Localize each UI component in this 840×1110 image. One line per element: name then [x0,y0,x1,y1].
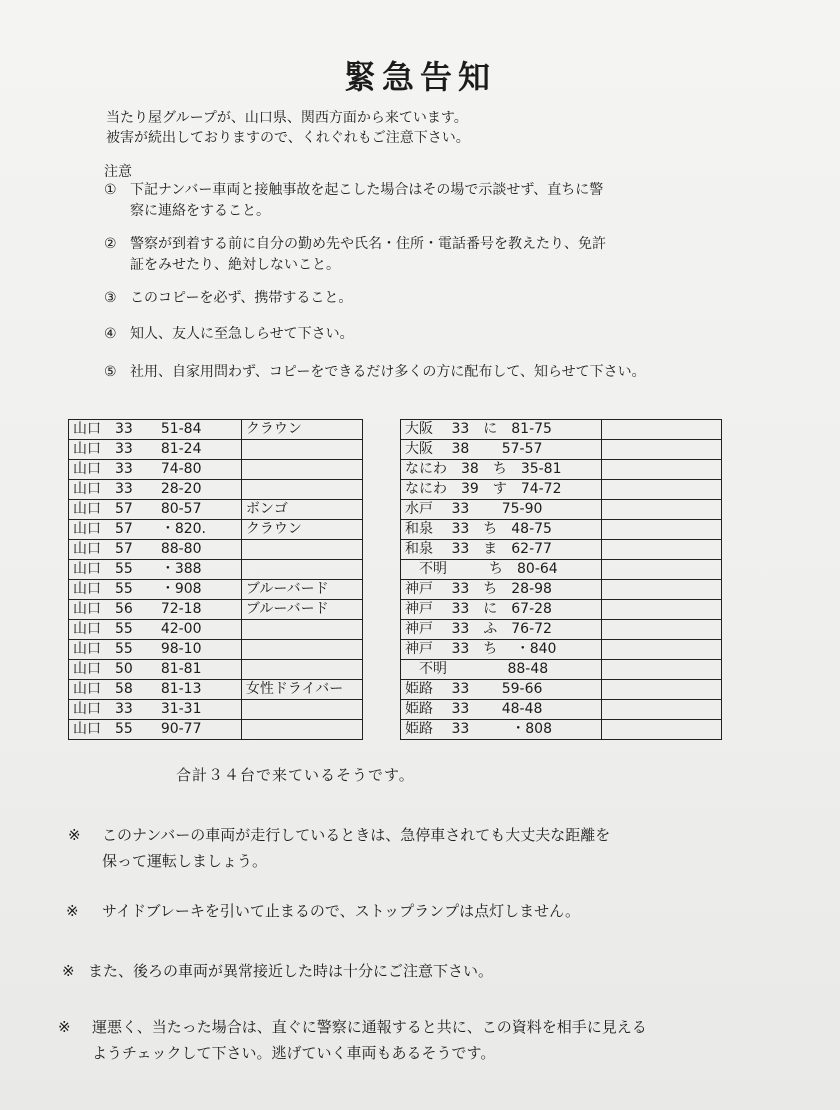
plate-row [401,580,722,600]
plate-row [401,720,722,740]
item-line: 証をみせたり、絶対しないこと。 [130,257,340,273]
vehicle-note [241,640,362,660]
plate-row [401,460,722,480]
vehicle-note [601,560,721,580]
plate-row [69,420,363,440]
vehicle-note [241,540,362,560]
item-line: 知人、友人に至急しらせて下さい。 [130,326,354,342]
plate-number: なにわ 39 す 74-72 [401,480,602,500]
plate-number: なにわ 38 ち 35-81 [401,460,602,480]
vehicle-note [601,540,721,560]
vehicle-note [241,480,362,500]
vehicle-note: クラウン [241,520,362,540]
plate-number: 神戸 33 ち ・840 [401,640,602,660]
note-mark: ※ [58,1018,71,1036]
plate-row [69,480,363,500]
plate-number: 神戸 33 ふ 76-72 [401,620,602,640]
item-number: ⑤ [104,364,117,380]
plate-row [401,680,722,700]
vehicle-note: ブルーバード [241,580,362,600]
plate-number: 山口 57 88-80 [69,540,242,560]
plate-row [69,680,363,700]
plate-row [69,720,363,740]
caution-note [62,958,493,984]
vehicle-note [601,580,721,600]
plate-row [69,520,363,540]
plate-number: 山口 55 ・388 [69,560,242,580]
plate-row [401,500,722,520]
vehicle-note [241,460,362,480]
caution-line: また、後ろの車両が異常接近した時は十分にご注意下さい。 [88,962,494,980]
plate-number: 大阪 33 に 81-75 [401,420,602,440]
plate-table-right [400,419,722,740]
caution-note [68,822,610,874]
plate-number: 山口 33 74-80 [69,460,242,480]
intro-line: 被害が続出しておりますので、くれぐれもご注意下さい。 [106,130,470,146]
plate-number: 神戸 33 ち 28-98 [401,580,602,600]
plate-row [69,700,363,720]
plate-row [401,480,722,500]
plate-row [401,620,722,640]
note-mark: ※ [62,962,75,980]
item-line: 下記ナンバー車両と接触事故を起こした場合はその場で示談せず、直ちに警 [130,182,604,198]
plate-row [69,580,363,600]
plate-row [69,540,363,560]
plate-number: 山口 56 72-18 [69,600,242,620]
intro-paragraph [106,108,470,148]
plate-row [69,660,363,680]
caution-note [66,898,580,924]
caution-line: 運悪く、当たった場合は、直ぐに警察に通報すると共に、この資料を相手に見える [92,1018,647,1036]
vehicle-note [601,420,721,440]
notice-item [104,362,744,383]
caution-line: 保って運転しましょう。 [102,852,268,870]
notice-heading: 注意 [104,164,132,180]
plate-row [69,440,363,460]
notice-item [104,324,744,345]
vehicle-note [601,500,721,520]
vehicle-note [241,620,362,640]
plate-row [69,460,363,480]
vehicle-note [241,700,362,720]
plate-number: 神戸 33 に 67-28 [401,600,602,620]
plate-row [401,600,722,620]
plate-number: 姫路 33 48-48 [401,700,602,720]
vehicle-note [601,440,721,460]
plate-number: 山口 58 81-13 [69,680,242,700]
plate-row [401,700,722,720]
vehicle-note [601,700,721,720]
vehicle-note [241,660,362,680]
plate-number: 不明 ち 80-64 [401,560,602,580]
vehicle-note [241,720,362,740]
plate-row [401,640,722,660]
plate-row [69,600,363,620]
plate-row [69,560,363,580]
plate-number: 山口 55 98-10 [69,640,242,660]
caution-line: このナンバーの車両が走行しているときは、急停車されても大丈夫な距離を [102,826,611,844]
item-line: 社用、自家用問わず、コピーをできるだけ多くの方に配布して、知らせて下さい。 [130,364,646,380]
vehicle-note [601,620,721,640]
vehicle-note [601,640,721,660]
item-number: ① [104,182,117,198]
item-number: ④ [104,326,117,342]
plate-number: 山口 55 90-77 [69,720,242,740]
plate-number: 山口 57 80-57 [69,500,242,520]
plate-number: 山口 50 81-81 [69,660,242,680]
vehicle-note [601,480,721,500]
notice-item [104,288,744,309]
plate-row [401,420,722,440]
item-line: このコピーを必ず、携帯すること。 [130,290,353,306]
plate-number: 山口 33 51-84 [69,420,242,440]
item-number: ③ [104,290,117,306]
vehicle-note: 女性ドライバー [241,680,362,700]
vehicle-note: クラウン [241,420,362,440]
plate-number: 山口 57 ・820. [69,520,242,540]
plate-number: 山口 33 28-20 [69,480,242,500]
note-mark: ※ [68,826,81,844]
note-mark: ※ [66,902,79,920]
plate-number: 山口 55 ・908 [69,580,242,600]
caution-note [58,1014,647,1066]
item-line: 警察が到着する前に自分の勤め先や氏名・住所・電話番号を教えたり、免許 [130,236,606,252]
vehicle-note [601,660,721,680]
plate-row [69,620,363,640]
item-line: 察に連絡をすること。 [130,203,270,219]
plate-row [401,540,722,560]
intro-line: 当たり屋グループが、山口県、関西方面から来ています。 [106,110,468,126]
plate-row [401,560,722,580]
vehicle-note: ボンゴ [241,500,362,520]
plate-number: 不明 88-48 [401,660,602,680]
vehicle-note [241,560,362,580]
notice-item [104,180,744,222]
plate-number: 大阪 38 57-57 [401,440,602,460]
item-number: ② [104,236,117,252]
plate-number: 姫路 33 ・808 [401,720,602,740]
total-count: 合計３４台で来ているそうです。 [176,766,415,784]
plate-table-left [68,419,363,740]
plate-number: 山口 55 42-00 [69,620,242,640]
notice-item [104,234,744,276]
plate-row [401,440,722,460]
vehicle-note [601,600,721,620]
document-title: 緊急告知 [343,58,496,96]
plate-row [69,640,363,660]
vehicle-note [601,460,721,480]
plate-number: 山口 33 31-31 [69,700,242,720]
plate-number: 山口 33 81-24 [69,440,242,460]
vehicle-note [241,440,362,460]
plate-number: 姫路 33 59-66 [401,680,602,700]
plate-number: 水戸 33 75-90 [401,500,602,520]
caution-line: ようチェックして下さい。逃げていく車両もあるそうです。 [92,1044,496,1062]
vehicle-note [601,520,721,540]
plate-row [401,520,722,540]
plate-number: 和泉 33 ち 48-75 [401,520,602,540]
plate-row [69,500,363,520]
vehicle-note [601,680,721,700]
plate-row [401,660,722,680]
plate-number: 和泉 33 ま 62-77 [401,540,602,560]
caution-line: サイドブレーキを引いて止まるので、ストップランプは点灯しません。 [102,902,581,920]
vehicle-note [601,720,721,740]
vehicle-note: ブルーバード [241,600,362,620]
